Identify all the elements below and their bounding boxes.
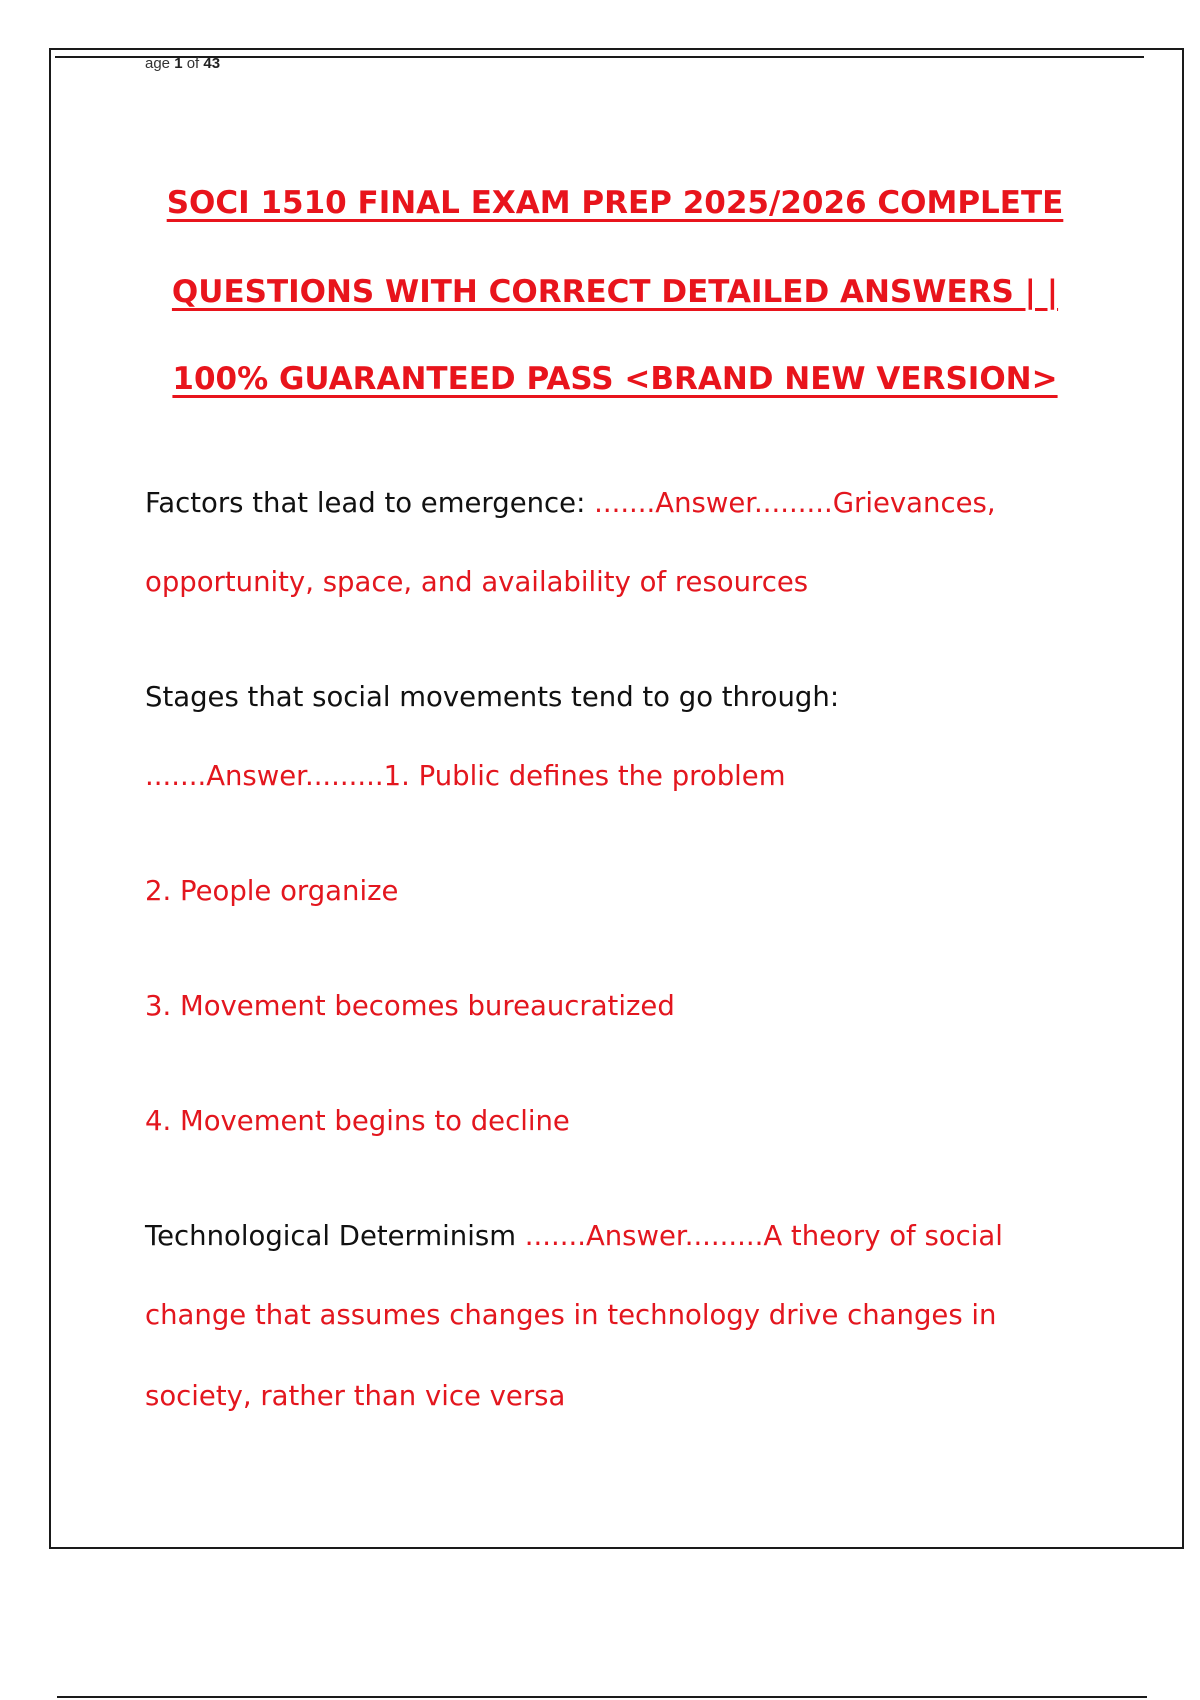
page-counter — [145, 55, 220, 73]
question-text: Technological Determinism — [145, 1220, 525, 1252]
answer-text: society, rather than vice versa — [145, 1380, 566, 1412]
answer-text: 3. Movement becomes bureaucratized — [145, 990, 675, 1022]
qa-item-1-line-1 — [145, 485, 996, 521]
answer-text: .......Answer.........A theory of social — [524, 1220, 1003, 1252]
footer-rule — [57, 1696, 1147, 1698]
page-of: of — [186, 55, 200, 72]
qa-item-3-line-1 — [145, 1218, 1003, 1254]
answer-text: 2. People organize — [145, 875, 399, 907]
title-line-1: SOCI 1510 FINAL EXAM PREP 2025/2026 COMPLETE — [166, 185, 1064, 221]
title-line-3: 100% GUARANTEED PASS <BRAND NEW VERSION> — [172, 361, 1058, 397]
page-prefix: age — [145, 55, 171, 72]
answer-text: .......Answer.........1. Public defines the problem — [145, 760, 786, 792]
answer-text: 4. Movement begins to decline — [145, 1105, 570, 1137]
title-line-2: QUESTIONS WITH CORRECT DETAILED ANSWERS | | — [171, 274, 1059, 310]
question-text: Stages that social movements tend to go through: — [145, 681, 840, 713]
answer-text: .......Answer.........Grievances, — [594, 487, 996, 519]
page-number: 1 — [174, 55, 183, 72]
page-total: 43 — [203, 55, 221, 72]
question-text: Factors that lead to emergence: — [145, 487, 595, 519]
answer-text: change that assumes changes in technology drive changes in — [145, 1299, 997, 1331]
answer-text: opportunity, space, and availability of resources — [145, 566, 809, 598]
